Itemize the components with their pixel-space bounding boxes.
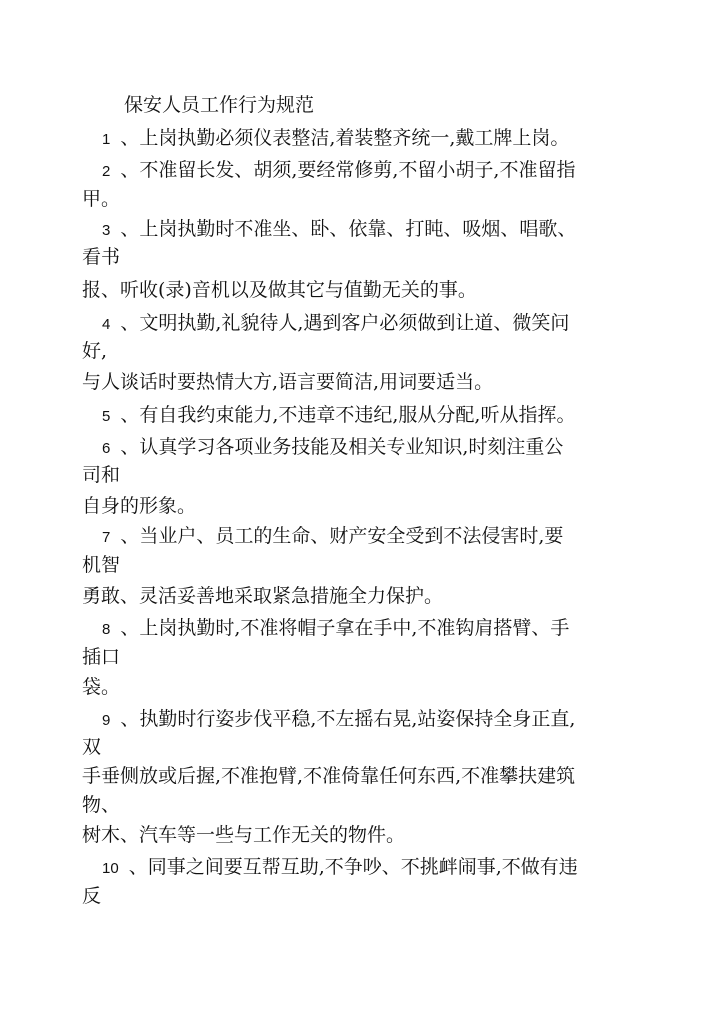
document-title: 保安人员工作行为规范 [124, 94, 315, 116]
item-number: 6 [102, 440, 111, 457]
rule-item-9 [82, 707, 575, 733]
item-text: 、上岗执勤必须仪表整洁,着装整齐统一,戴工牌上岗。 [120, 127, 570, 149]
item-text: 、文明执勤,礼貌待人,遇到客户必须做到让道、微笑问 [120, 312, 570, 334]
item-number: 3 [102, 222, 111, 239]
item-text: 、当业户、员工的生命、财产安全受到不法侵害时,要 [120, 525, 564, 547]
rule-item-1 [82, 126, 569, 152]
item-text: 、不准留长发、胡须,要经常修剪,不留小胡子,不准留指 [120, 159, 576, 181]
item-continuation: 袋。 [82, 676, 121, 698]
item-continuation: 司和 [82, 464, 121, 486]
item-continuation: 反 [82, 885, 102, 907]
item-continuation: 好, [82, 340, 108, 362]
item-text: 、执勤时行姿步伐平稳,不左摇右晃,站姿保持全身正直, [120, 708, 576, 730]
item-continuation: 报、听收(录)音机以及做其它与值勤无关的事。 [82, 279, 477, 301]
item-text: 、有自我约束能力,不违章不违纪,服从分配,听从指挥。 [120, 404, 576, 426]
item-number: 4 [102, 316, 111, 333]
item-continuation: 甲。 [82, 188, 121, 210]
item-continuation: 手垂侧放或后握,不准抱臂,不准倚靠任何东西,不准攀扶建筑 [82, 765, 576, 787]
item-number: 2 [102, 163, 111, 180]
item-number: 9 [102, 712, 111, 729]
rule-item-2 [82, 158, 575, 184]
item-continuation: 机智 [82, 554, 121, 576]
item-continuation: 看书 [82, 246, 121, 268]
rule-item-10 [82, 855, 578, 881]
item-number: 7 [102, 529, 111, 546]
item-number: 5 [102, 408, 111, 425]
rule-item-5 [82, 403, 575, 429]
item-continuation: 勇敢、灵活妥善地采取紧急措施全力保护。 [82, 585, 444, 607]
item-text: 、上岗执勤时不准坐、卧、依靠、打盹、吸烟、唱歌、 [120, 218, 577, 240]
item-continuation: 与人谈话时要热情大方,语言要简洁,用词要适当。 [82, 371, 494, 393]
rule-item-6 [82, 435, 563, 461]
rule-item-3 [82, 217, 576, 243]
item-continuation: 树木、汽车等一些与工作无关的物件。 [82, 824, 406, 846]
item-number: 8 [102, 621, 111, 638]
item-text: 、上岗执勤时,不准将帽子拿在手中,不准钩肩搭臂、手 [120, 617, 570, 639]
item-text: 、认真学习各项业务技能及相关专业知识,时刻注重公 [120, 436, 564, 458]
item-number: 10 [102, 860, 119, 877]
item-continuation: 双 [82, 736, 102, 758]
item-continuation: 插口 [82, 646, 121, 668]
rule-item-4 [82, 311, 569, 337]
item-text: 、同事之间要互帮互助,不争吵、不挑衅闹事,不做有违 [128, 856, 578, 878]
item-number: 1 [102, 131, 111, 148]
rule-item-7 [82, 524, 563, 550]
rule-item-8 [82, 616, 569, 642]
item-continuation: 物、 [82, 794, 121, 816]
item-continuation: 自身的形象。 [82, 495, 197, 517]
